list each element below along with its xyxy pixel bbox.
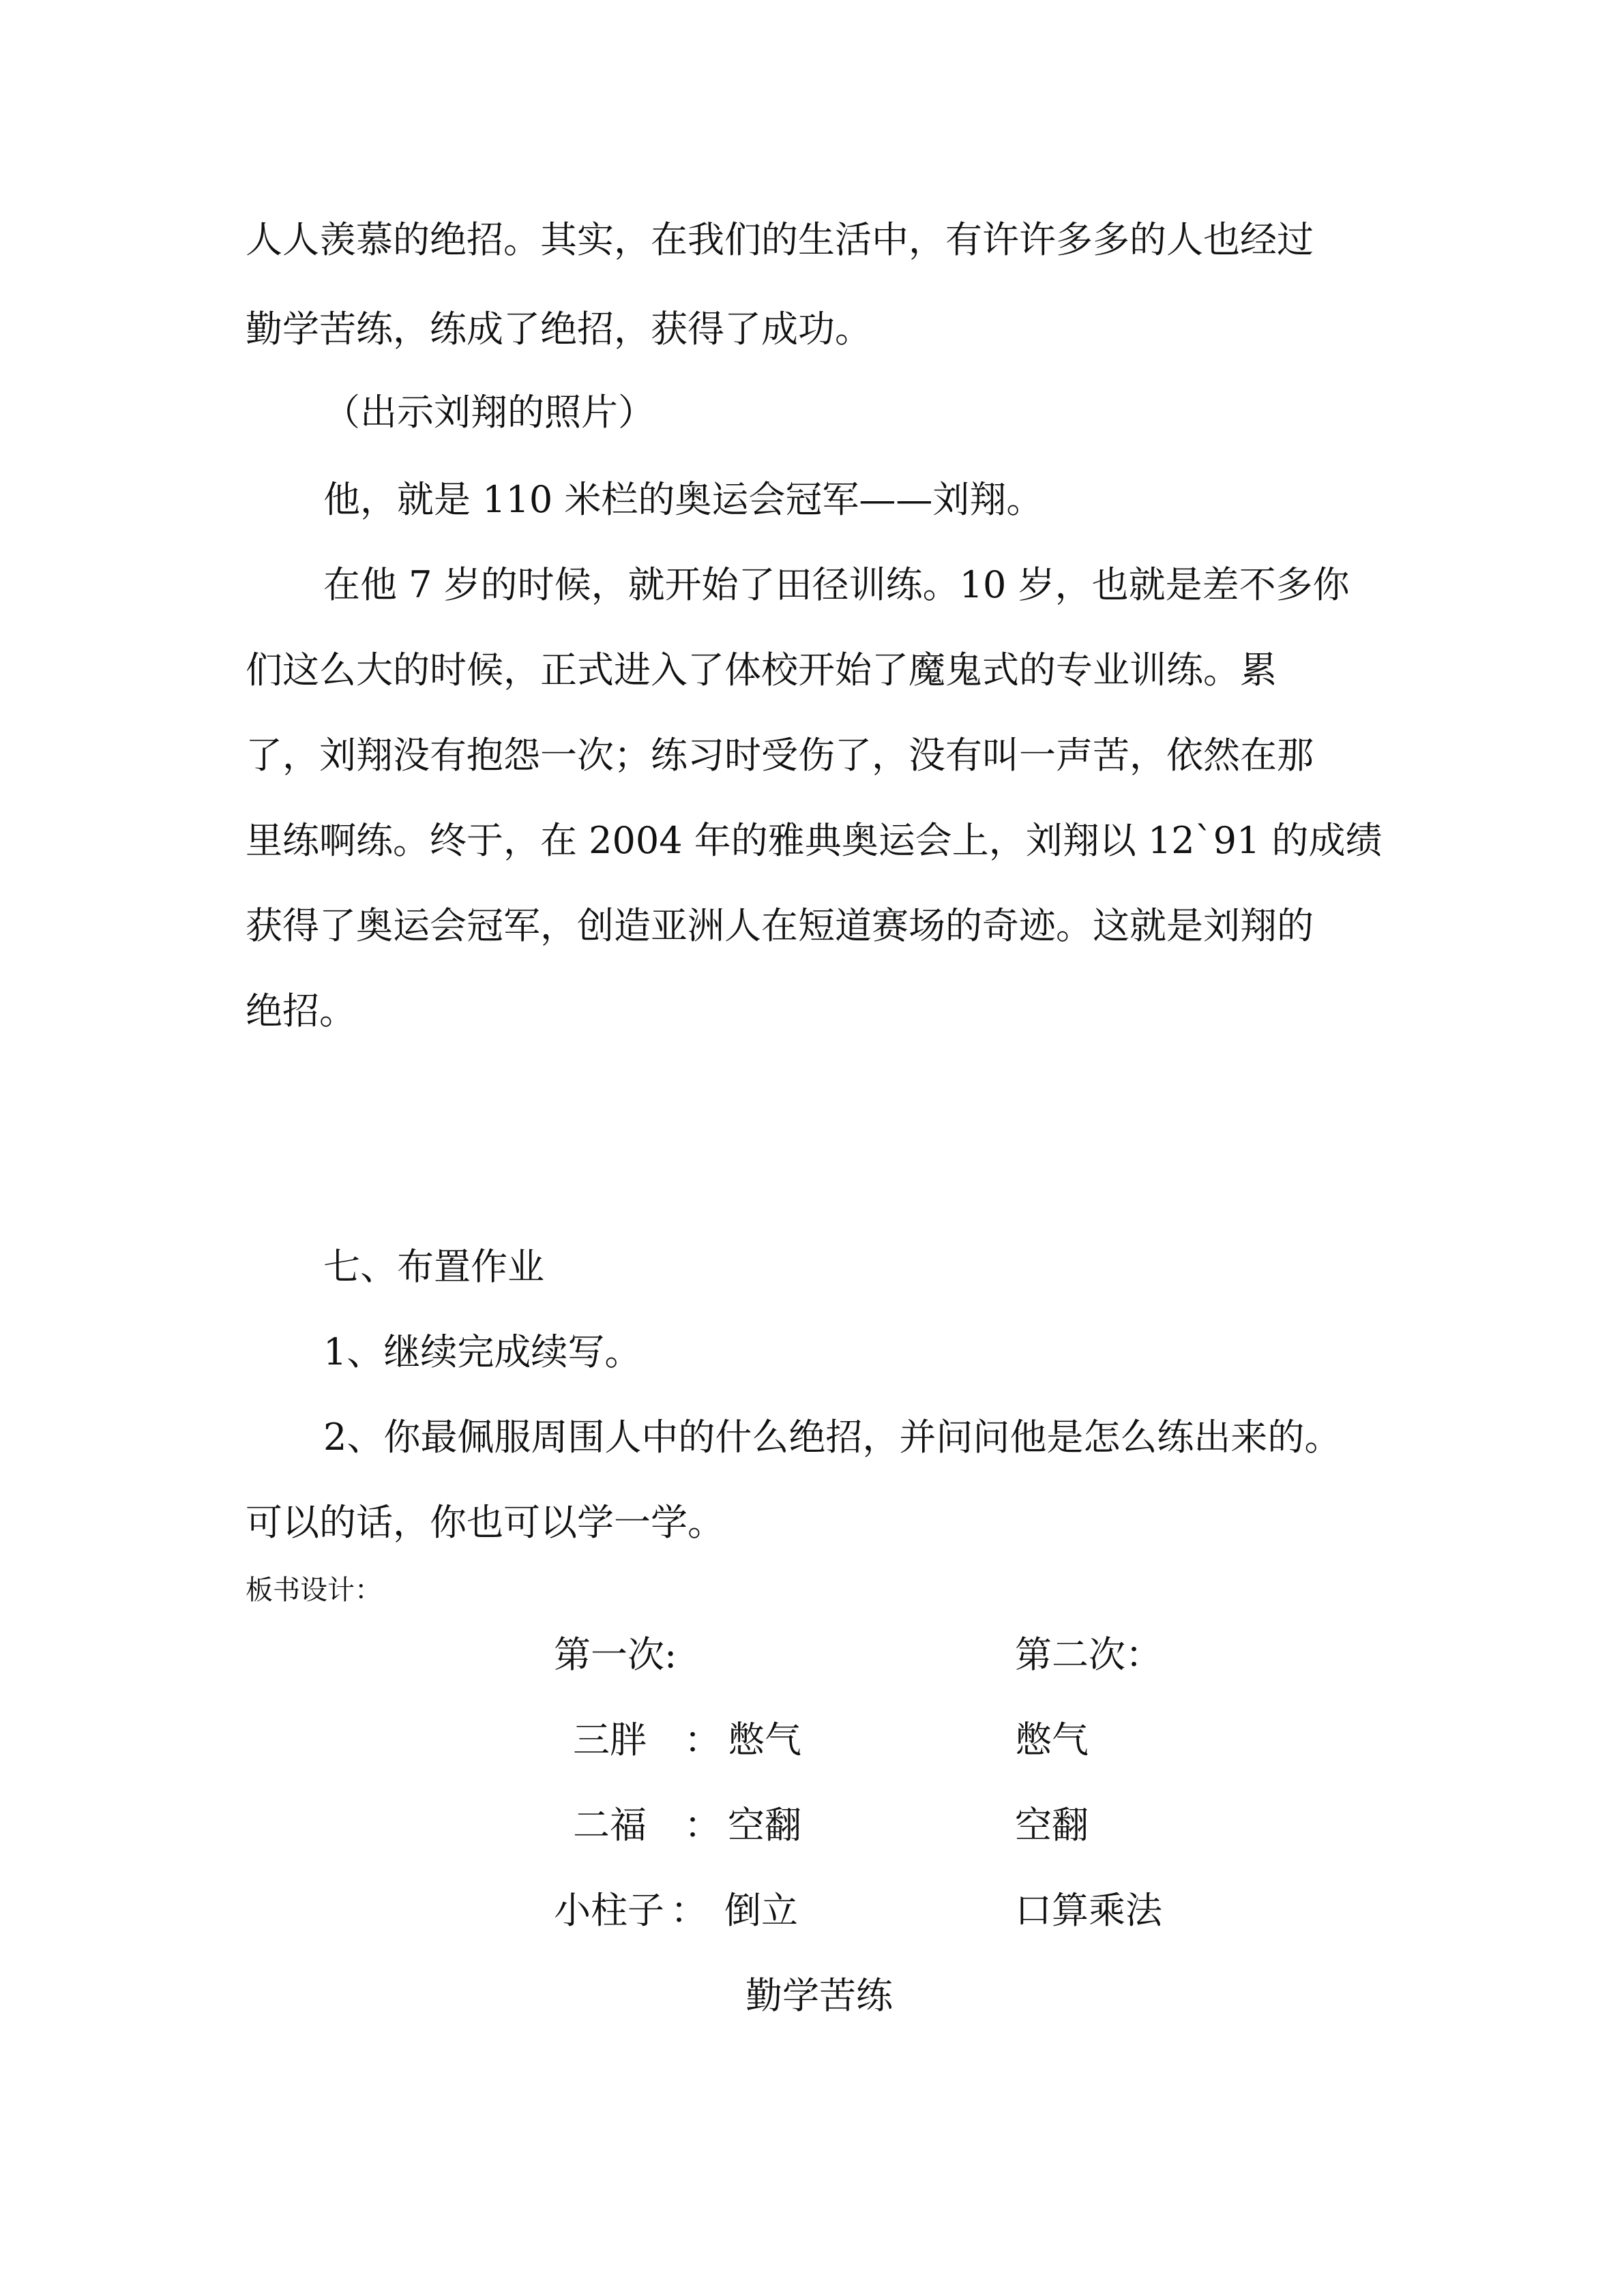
board-col2-header: 第二次：: [1015, 1633, 1162, 1676]
board-col1-header: 第一次:: [554, 1633, 677, 1676]
board-row-sep: ：: [684, 1718, 721, 1761]
board-row-name: 小柱子: [554, 1889, 664, 1932]
homework-heading: 七、布置作业: [323, 1245, 544, 1288]
paragraph-line: 在他 7 岁的时候，就开始了田径训练。10 岁，也就是差不多你: [323, 563, 1350, 606]
board-row-second: 憋气: [1015, 1718, 1089, 1761]
paragraph-line: 绝招。: [246, 989, 356, 1032]
board-design-label: 板书设计：: [246, 1575, 382, 1606]
board-row-second: 口算乘法: [1015, 1889, 1162, 1932]
paragraph-line: 里练啊练。终于，在 2004 年的雅典奥运会上，刘翔以 12`91 的成绩: [246, 819, 1383, 862]
paragraph-line: 获得了奥运会冠军，创造亚洲人在短道赛场的奇迹。这就是刘翔的: [246, 904, 1314, 947]
board-conclusion: 勤学苦练: [745, 1974, 893, 2017]
paragraph-line: （出示刘翔的照片）: [323, 391, 655, 434]
board-row-name: 三胖: [573, 1718, 647, 1761]
paragraph-line: 们这么大的时候，正式进入了体校开始了魔鬼式的专业训练。累: [246, 648, 1277, 691]
paragraph-line: 他，就是 110 米栏的奥运会冠军——刘翔。: [323, 478, 1044, 521]
paragraph-line: 了，刘翔没有抱怨一次；练习时受伤了，没有叫一声苦，依然在那: [246, 734, 1314, 777]
homework-item: 2、你最佩服周围人中的什么绝招，并问问他是怎么练出来的。: [323, 1416, 1342, 1459]
board-row-second: 空翻: [1015, 1804, 1089, 1847]
paragraph-line: 人人羡慕的绝招。其实，在我们的生活中，有许许多多的人也经过: [246, 218, 1314, 261]
board-row-first: 憋气: [728, 1718, 801, 1761]
homework-item: 1、继续完成续写。: [323, 1330, 642, 1373]
board-row-first: 倒立: [724, 1889, 798, 1932]
board-row-name: 二福: [573, 1804, 647, 1847]
board-row-sep: ：: [684, 1804, 721, 1847]
homework-item: 可以的话，你也可以学一学。: [246, 1501, 724, 1544]
board-row-first: 空翻: [728, 1804, 801, 1847]
paragraph-line: 勤学苦练，练成了绝招，获得了成功。: [246, 308, 872, 351]
board-row-sep: ：: [670, 1889, 707, 1932]
